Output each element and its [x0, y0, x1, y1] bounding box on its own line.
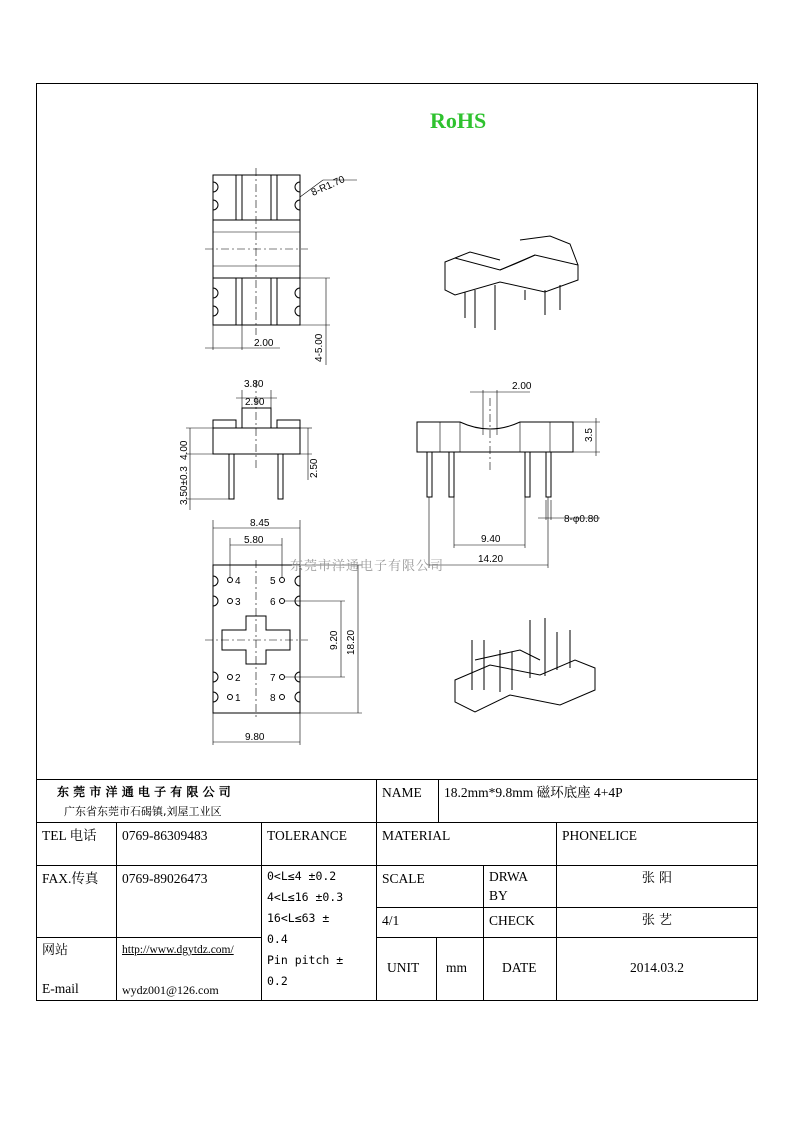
tolerance-row-4b: 0.2 [267, 974, 288, 988]
name-label: NAME [377, 780, 439, 823]
dim-3.50: 3.50±0.3 [179, 466, 190, 505]
rohs-mark: RoHS [430, 108, 487, 133]
isometric-view-top [445, 236, 578, 330]
tel-label: TEL 电话 [37, 823, 117, 866]
company-name: 东 莞 市 洋 通 电 子 有 限 公 司 [57, 785, 231, 799]
tolerance-row-3: 16<L≤63 ± [267, 911, 330, 925]
check-label: CHECK [484, 908, 557, 938]
dim-9.20: 9.20 [329, 630, 340, 650]
dim-14.20: 14.20 [478, 554, 504, 565]
dim-5.80: 5.80 [244, 535, 264, 546]
dim-2.90: 2.90 [245, 397, 265, 408]
dim-3.5: 3.5 [584, 428, 595, 442]
web-label: 网站 [42, 943, 69, 958]
date-label: DATE [484, 938, 557, 1000]
drawn-by-label-line2: BY [489, 888, 508, 903]
name-value: 18.2mm*9.8mm 磁环底座 4+4P [439, 780, 757, 823]
pin-5-label: 5 [270, 576, 276, 587]
pin-7-label: 7 [270, 673, 276, 684]
company-address: 广东省东莞市石碣镇,刘屋工业区 [64, 805, 222, 818]
isometric-view-bottom [455, 618, 595, 712]
phonelice-label: PHONELICE [557, 823, 757, 866]
tolerance-label: TOLERANCE [262, 823, 377, 866]
pin-3-label: 3 [235, 597, 241, 608]
dim-9.40: 9.40 [481, 534, 501, 545]
pin-8-label: 8 [270, 693, 276, 704]
check-value: 张 艺 [557, 908, 757, 938]
tolerance-row-2: 4<L≤16 ±0.3 [267, 890, 344, 904]
tel-value: 0769-86309483 [117, 823, 262, 866]
dim-2.00-top: 2.00 [254, 338, 274, 349]
dim-radius: 8-R1.70 [309, 174, 347, 199]
side-view-right [417, 381, 600, 568]
contact-value-cell [117, 938, 262, 1000]
fax-label: FAX.传真 [37, 866, 117, 938]
scale-label: SCALE [377, 866, 484, 908]
dim-4.00: 4.00 [179, 440, 190, 460]
dim-9.80: 9.80 [245, 732, 265, 743]
drawn-by-label [484, 866, 557, 908]
pin-4-label: 4 [235, 576, 241, 587]
unit-value: mm [437, 938, 484, 1000]
bottom-view [205, 518, 362, 745]
company-cell [37, 780, 377, 823]
drawn-by-value: 张 阳 [557, 866, 757, 908]
material-label: MATERIAL [377, 823, 557, 866]
scale-value: 4/1 [377, 908, 484, 938]
contact-label-cell [37, 938, 117, 1000]
tolerance-values [262, 866, 377, 1000]
watermark: 东莞市洋通电子有限公司 [290, 559, 445, 574]
side-view-left [179, 379, 320, 510]
pin-2-label: 2 [235, 673, 241, 684]
tolerance-row-4: Pin pitch ± [267, 953, 344, 967]
dim-4x5.00: 4-5.00 [314, 333, 325, 362]
unit-label: UNIT [377, 938, 437, 1000]
drawn-by-label-line1: DRWA [489, 869, 529, 884]
tolerance-row-1: 0<L≤4 ±0.2 [267, 869, 337, 883]
dim-18.20: 18.20 [346, 629, 357, 655]
pin-1-label: 1 [235, 693, 241, 704]
dim-pin-dia: 8-φ0.80 [564, 514, 599, 525]
top-view [205, 168, 357, 365]
date-value: 2014.03.2 [630, 960, 684, 975]
dim-8.45: 8.45 [250, 518, 270, 529]
dim-2.00-front: 2.00 [512, 381, 532, 392]
email-value: wydz001@126.com [122, 983, 219, 997]
pin-6-label: 6 [270, 597, 276, 608]
tolerance-row-3b: 0.4 [267, 932, 288, 946]
email-label: E-mail [42, 981, 79, 996]
website-link[interactable]: http://www.dgytdz.com/ [122, 944, 234, 956]
fax-value: 0769-89026473 [117, 866, 262, 938]
dim-2.50: 2.50 [309, 458, 320, 478]
title-block [36, 779, 758, 1001]
dim-3.80: 3.80 [244, 379, 264, 390]
